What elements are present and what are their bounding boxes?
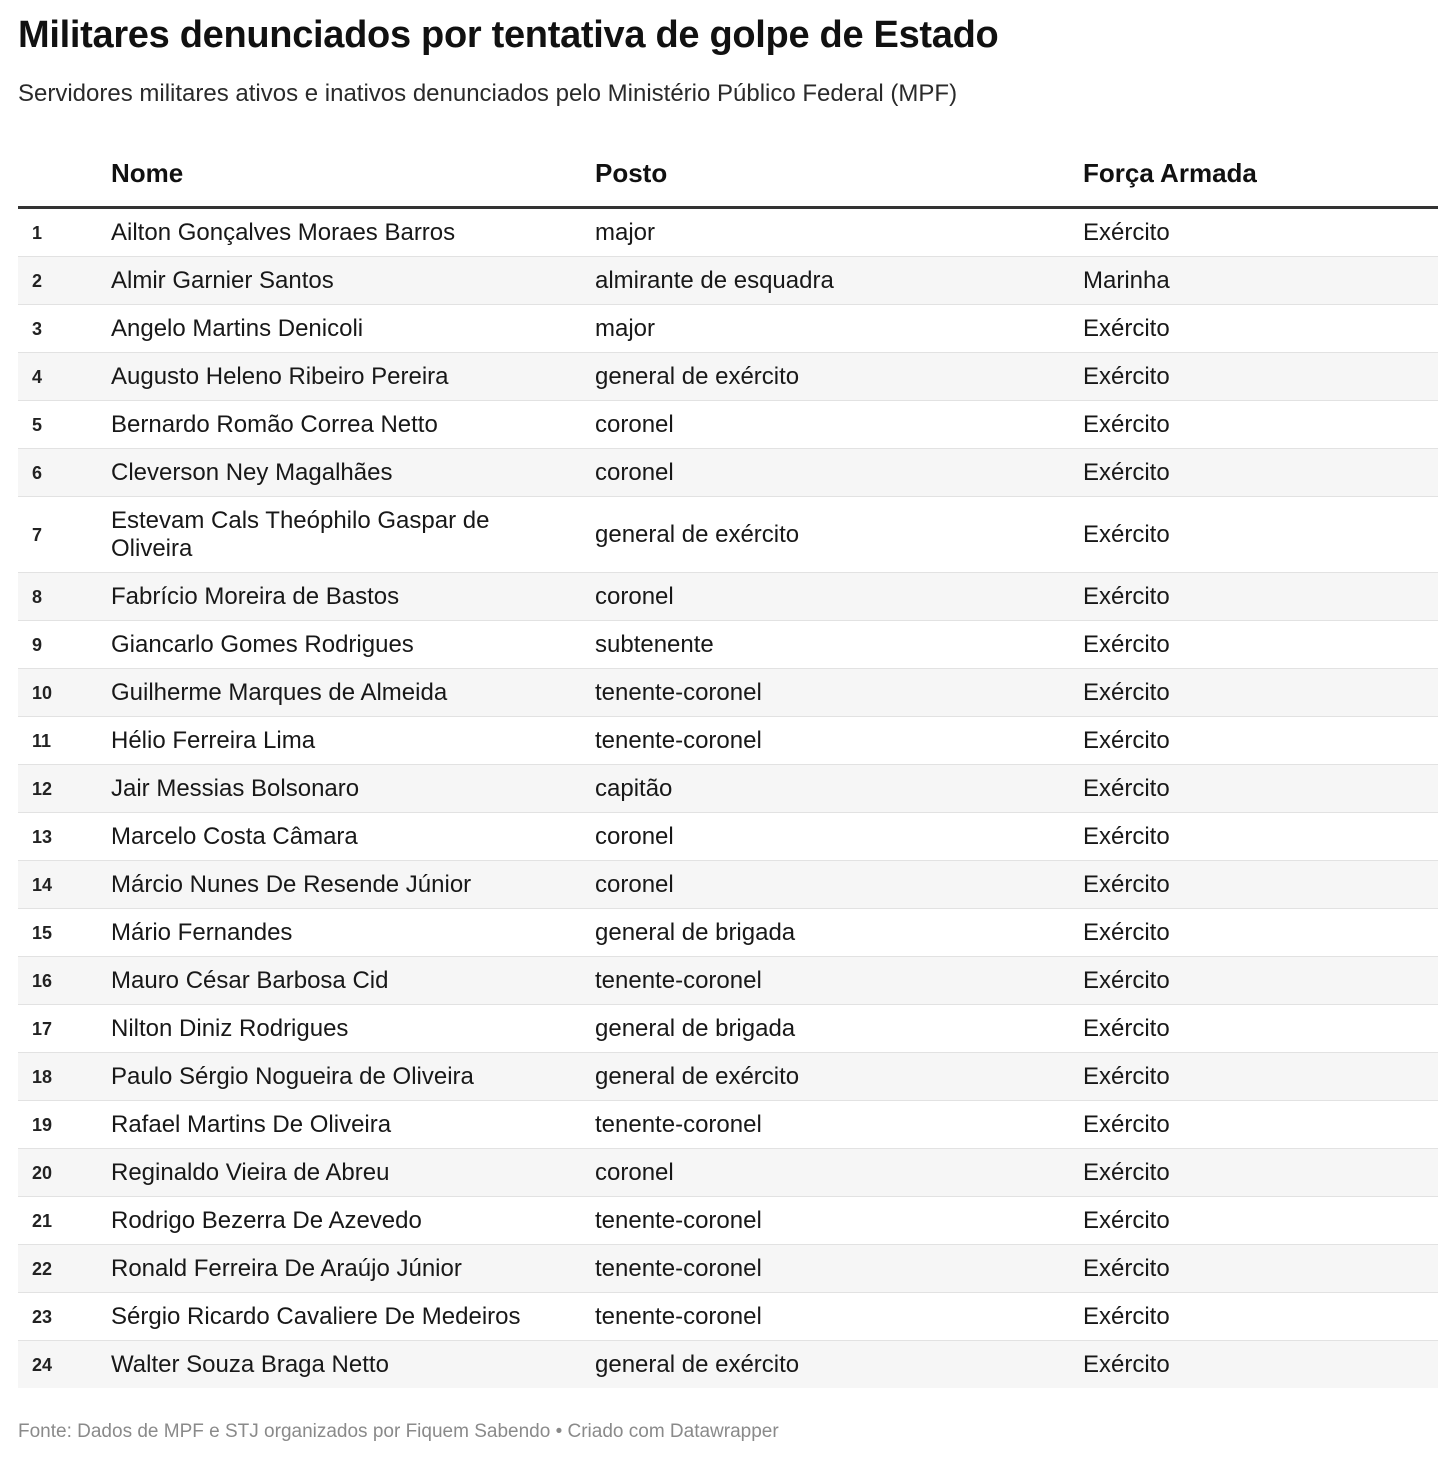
table-row (18, 497, 1438, 573)
table-body (18, 209, 1438, 1388)
cell-posto: general de brigada (595, 918, 796, 946)
table-row (18, 353, 1438, 401)
cell-forca-armada: Exército (1083, 1014, 1170, 1042)
header-posto[interactable]: Posto (595, 158, 668, 188)
cell-posto: tenente-coronel (595, 1254, 762, 1282)
cell-forca-armada: Exército (1083, 726, 1170, 754)
row-index: 11 (32, 730, 52, 751)
table-row (18, 1053, 1438, 1101)
cell-forca-armada: Exército (1083, 918, 1170, 946)
cell-posto: general de exército (595, 520, 800, 548)
cell-forca-armada: Exército (1083, 362, 1170, 390)
table-row (18, 669, 1438, 717)
cell-forca-armada: Exército (1083, 966, 1170, 994)
row-index: 19 (32, 1114, 53, 1135)
cell-posto: general de exército (595, 1350, 800, 1378)
table-row (18, 1293, 1438, 1341)
cell-posto: coronel (595, 870, 674, 898)
cell-nome: Walter Souza Braga Netto (111, 1350, 389, 1378)
cell-forca-armada: Exército (1083, 1302, 1170, 1330)
cell-nome: Angelo Martins Denicoli (111, 314, 364, 342)
cell-nome: Ronald Ferreira De Araújo Júnior (111, 1254, 462, 1282)
cell-posto: major (595, 218, 656, 246)
cell-nome: Sérgio Ricardo Cavaliere De Medeiros (111, 1302, 521, 1330)
cell-nome: Rodrigo Bezerra De Azevedo (111, 1206, 422, 1234)
table-row (18, 621, 1438, 669)
cell-forca-armada: Exército (1083, 1350, 1170, 1378)
cell-forca-armada: Exército (1083, 870, 1170, 898)
table-row (18, 909, 1438, 957)
row-index: 2 (32, 270, 43, 291)
page-title: Militares denunciados por tentativa de golpe de Estado (18, 14, 999, 56)
row-index: 17 (32, 1018, 53, 1039)
header-forca-armada[interactable]: Força Armada (1083, 158, 1257, 188)
cell-forca-armada: Exército (1083, 520, 1170, 548)
cell-forca-armada: Marinha (1083, 266, 1170, 294)
table-row (18, 1005, 1438, 1053)
row-index: 5 (32, 414, 43, 435)
table-row (18, 1101, 1438, 1149)
row-index: 24 (32, 1354, 53, 1375)
cell-forca-armada: Exército (1083, 1062, 1170, 1090)
cell-nome: Bernardo Romão Correa Netto (111, 410, 438, 438)
cell-nome: Estevam Cals Theóphilo Gaspar de Oliveira (111, 506, 490, 562)
row-index: 4 (32, 366, 43, 387)
cell-posto: tenente-coronel (595, 1110, 762, 1138)
cell-posto: tenente-coronel (595, 1302, 762, 1330)
table-row (18, 401, 1438, 449)
cell-posto: tenente-coronel (595, 1206, 762, 1234)
cell-forca-armada: Exército (1083, 1206, 1170, 1234)
cell-forca-armada: Exército (1083, 774, 1170, 802)
table-row (18, 573, 1438, 621)
cell-nome: Mário Fernandes (111, 918, 293, 946)
cell-nome: Hélio Ferreira Lima (111, 726, 316, 754)
cell-posto: general de exército (595, 362, 800, 390)
cell-forca-armada: Exército (1083, 314, 1170, 342)
cell-nome: Giancarlo Gomes Rodrigues (111, 630, 414, 658)
row-index: 20 (32, 1162, 53, 1183)
row-index: 7 (32, 524, 43, 545)
cell-nome: Marcelo Costa Câmara (111, 822, 358, 850)
table-row (18, 717, 1438, 765)
cell-nome: Cleverson Ney Magalhães (111, 458, 393, 486)
table-row (18, 209, 1438, 257)
row-index: 15 (32, 922, 53, 943)
cell-posto: tenente-coronel (595, 966, 762, 994)
row-index: 14 (32, 874, 53, 895)
table-row (18, 813, 1438, 861)
cell-posto: coronel (595, 822, 674, 850)
table-row (18, 257, 1438, 305)
header-nome[interactable]: Nome (111, 158, 184, 188)
cell-nome: Nilton Diniz Rodrigues (111, 1014, 349, 1042)
cell-forca-armada: Exército (1083, 458, 1170, 486)
table-row (18, 861, 1438, 909)
table-row (18, 1341, 1438, 1388)
cell-forca-armada: Exército (1083, 630, 1170, 658)
row-index: 21 (32, 1210, 53, 1231)
cell-posto: coronel (595, 410, 674, 438)
table-row (18, 957, 1438, 1005)
cell-nome: Mauro César Barbosa Cid (111, 966, 389, 994)
table-row (18, 1149, 1438, 1197)
data-table (18, 150, 1438, 1388)
cell-forca-armada: Exército (1083, 1110, 1170, 1138)
row-index: 13 (32, 826, 53, 847)
row-index: 3 (32, 318, 43, 339)
cell-nome: Fabrício Moreira de Bastos (111, 582, 400, 610)
row-index: 12 (32, 778, 53, 799)
table-row (18, 449, 1438, 497)
row-index: 10 (32, 682, 53, 703)
cell-nome: Almir Garnier Santos (111, 266, 334, 294)
table-row (18, 765, 1438, 813)
row-index: 8 (32, 586, 43, 607)
cell-forca-armada: Exército (1083, 822, 1170, 850)
cell-forca-armada: Exército (1083, 678, 1170, 706)
cell-nome: Ailton Gonçalves Moraes Barros (111, 218, 456, 246)
table-row (18, 1245, 1438, 1293)
cell-nome: Paulo Sérgio Nogueira de Oliveira (111, 1062, 474, 1090)
cell-nome: Guilherme Marques de Almeida (111, 678, 448, 706)
row-index: 23 (32, 1306, 53, 1327)
cell-nome: Augusto Heleno Ribeiro Pereira (111, 362, 449, 390)
cell-posto: subtenente (595, 630, 714, 658)
source-footer: Fonte: Dados de MPF e STJ organizados por Fiquem Sabendo • Criado com Datawrapper (18, 1421, 779, 1442)
cell-posto: tenente-coronel (595, 726, 762, 754)
cell-posto: capitão (595, 774, 673, 802)
cell-posto: coronel (595, 582, 674, 610)
table-row (18, 305, 1438, 353)
cell-nome: Rafael Martins De Oliveira (111, 1110, 392, 1138)
cell-nome: Jair Messias Bolsonaro (111, 774, 360, 802)
table-row (18, 1197, 1438, 1245)
cell-nome: Márcio Nunes De Resende Júnior (111, 870, 472, 898)
cell-posto: general de exército (595, 1062, 800, 1090)
row-index: 1 (32, 222, 43, 243)
row-index: 16 (32, 970, 53, 991)
cell-posto: coronel (595, 1158, 674, 1186)
row-index: 9 (32, 634, 43, 655)
row-index: 18 (32, 1066, 53, 1087)
row-index: 6 (32, 462, 43, 483)
page-subtitle: Servidores militares ativos e inativos denunciados pelo Ministério Público Federal (MPF) (18, 80, 958, 107)
row-index: 22 (32, 1258, 53, 1279)
cell-forca-armada: Exército (1083, 582, 1170, 610)
cell-nome: Reginaldo Vieira de Abreu (111, 1158, 390, 1186)
cell-forca-armada: Exército (1083, 218, 1170, 246)
cell-posto: almirante de esquadra (595, 266, 834, 294)
cell-forca-armada: Exército (1083, 1158, 1170, 1186)
table-header (18, 150, 1438, 209)
cell-posto: tenente-coronel (595, 678, 762, 706)
cell-posto: general de brigada (595, 1014, 796, 1042)
cell-posto: coronel (595, 458, 674, 486)
cell-forca-armada: Exército (1083, 410, 1170, 438)
cell-forca-armada: Exército (1083, 1254, 1170, 1282)
cell-posto: major (595, 314, 656, 342)
